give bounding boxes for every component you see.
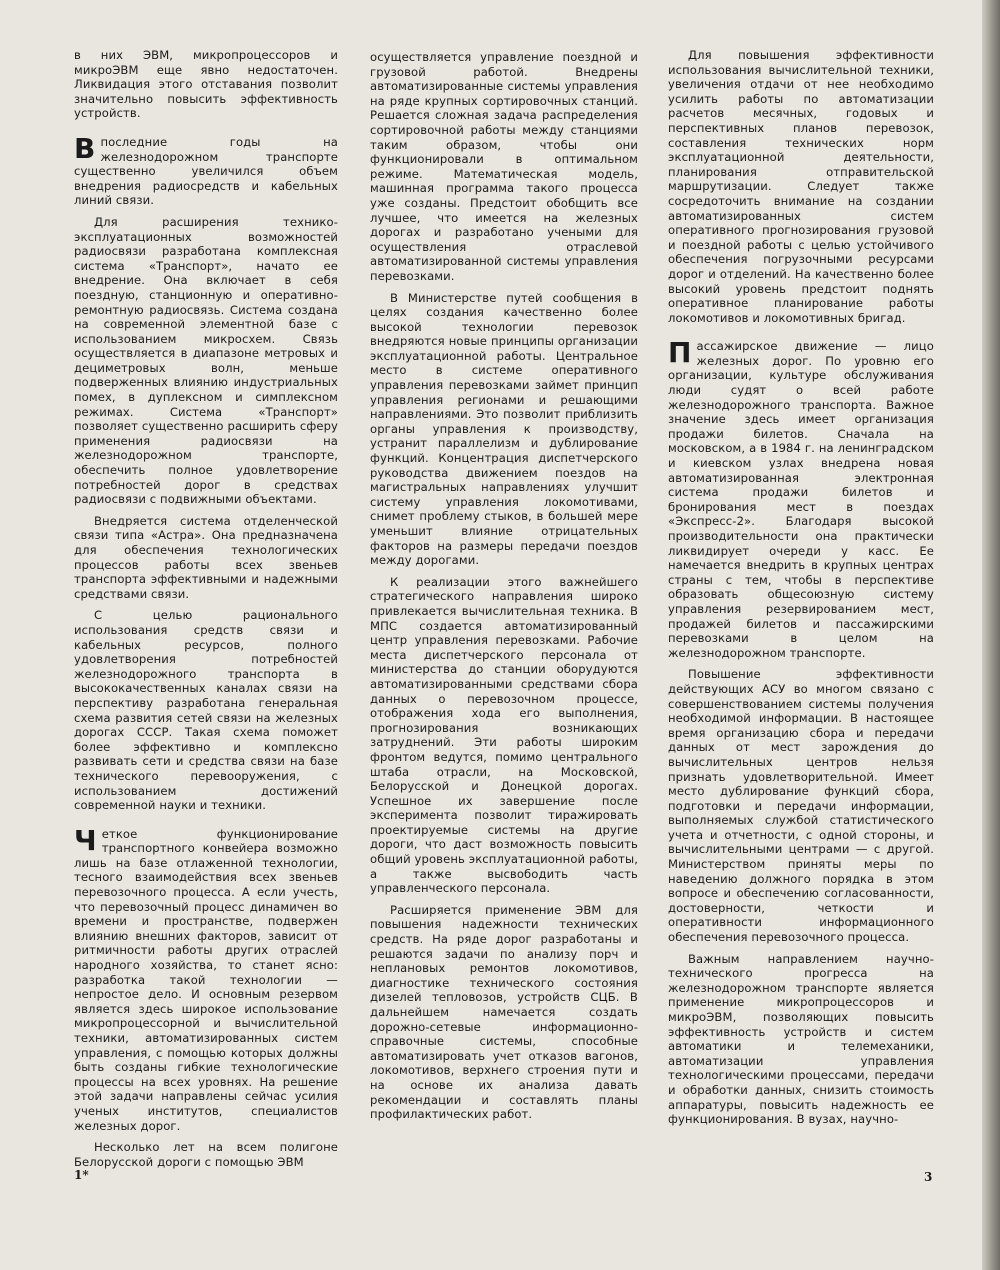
text-column-3 bbox=[668, 48, 934, 1134]
drop-cap: Ч bbox=[74, 823, 97, 857]
paragraph: Для расширения технико-эксплуатационных возможностей радиосвязи разработана комплексная система «Транспорт», начато ее внедрение. Она включает в себя поездную, станционную и оперативно-ремонтную радиосвязь. Система создана на современной элементной базе с использованием микросхем. Связь осуществляется в диапазоне метровых и дециметровых волн, меньше подверженных влиянию индустриальных помех, в дуплексном и симплексном режимах. Система «Транспорт» позволяет существенно расширить сферу применения радиосвязи на железнодорожном транспорте, обеспечить полное удовлетворение потребностей дорог в средствах радиосвязи с подвижными объектами. bbox=[74, 214, 338, 507]
text-column-1 bbox=[74, 48, 338, 1176]
signature-mark: 1* bbox=[74, 1168, 89, 1182]
paragraph-with-initial bbox=[74, 823, 338, 1133]
paragraph: Внедряется система отделенческой связи типа «Астра». Она предназначена для обеспечения технологических процессов работы всех звеньев транспорта эффективными и надежными средствами связи. bbox=[74, 513, 338, 601]
paragraph-text: последние годы на железнодорожном транспорте существенно увеличился объем внедрения радиосредств и кабельных линий связи. bbox=[74, 134, 338, 208]
paragraph-text: еткое функционирование транспортного конвейера возможно лишь на базе отлаженной технологии, тесного взаимодействия всех звеньев перевозочного процесса. А если учесть, что перевозочный процесс динамичен во времени и пространстве, подвержен влиянию внешних факторов, зависит от ритмичности работы других отраслей народного хозяйства, то станет ясно: разработка такой технологии — непростое дело. И основным резервом является здесь широкое использование микропроцессорной и вычислительной техники, автоматизированных систем управления, с помощью которых должны быть созданы гибкие технологические процессы на всех уровнях. На решение этой задачи направлены сейчас усилия ученых институтов, специалистов железных дорог. bbox=[74, 826, 338, 1133]
paragraph: В Министерстве путей сообщения в целях создания качественно более высокой технологии перевозок внедряются новые принципы организации эксплуатационной работы. Центральное место в системе оперативного управления перевозками займет принцип управления регионами и решающими направлениями. Это позволит приблизить органы управления к производству, устранит параллелизм и дублирование функций. Концентрация диспетчерского руководства движением поездов на магистральных направлениях улучшит систему управления локомотивами, снимет проблему стыков, в большей мере уменьшит влияние отрицательных факторов на размеры передачи поездов между дорогами. bbox=[370, 290, 638, 568]
paragraph: Расширяется применение ЭВМ для повышения надежности технических средств. На ряде дорог разработаны и решаются задачи по анализу порч и неплановых ремонтов локомотивов, диагностике технического состояния дизелей тепловозов, устройств СЦБ. В дальнейшем намечается создать дорожно-сетевые информационно-справочные системы, способные автоматизировать учет отказов вагонов, локомотивов, верхнего строения пути и на основе их анализа давать рекомендации и составлять планы профилактических работ. bbox=[370, 902, 638, 1122]
paragraph: Несколько лет на всем полигоне Белорусской дороги с помощью ЭВМ bbox=[74, 1140, 338, 1169]
paragraph: Для повышения эффективности использования вычислительной техники, увеличения отдачи от нее необходимо усилить работы по автоматизации расчетов месячных, годовых и перспективных планов перевозок, составления технических норм эксплуатационной деятельности, планирования отправительской маршрутизации. Следует также сосредоточить внимание на создании автоматизированных систем оперативного прогнозирования грузовой и поездной работы с целью устойчивого обеспечения погрузочными ресурсами дорог и отделений. На качественно более высокий уровень предстоит поднять оперативное планирование работы локомотивов и локомотивных бригад. bbox=[668, 48, 934, 325]
paragraph-with-initial bbox=[668, 336, 934, 660]
drop-cap: В bbox=[74, 131, 96, 165]
page-edge-shadow bbox=[982, 0, 1000, 1270]
paragraph: С целью рационального использования средств связи и кабельных ресурсов, полного удовлетворения потребностей железнодорожного транспорта в высококачественных каналах связи на перспективу разработана генеральная схема развития сетей связи на железных дорогах СССР. Такая схема поможет более эффективно и комплексно развивать сети и средства связи на базе технического перевооружения, с использованием достижений современной науки и техники. bbox=[74, 608, 338, 813]
paragraph: Повышение эффективности действующих АСУ во многом связано с совершенствованием системы получения необходимой информации. В настоящее время организацию сбора и передачи данных от мест зарождения до вычислительных центров нельзя признать удовлетворительной. Имеет место дублирование функций сбора, подготовки и передачи информации, выполняемых службой статистического учета и отчетности, с одной стороны, и вычислительными центрами — с другой. Министерством приняты меры по наведению должного порядка в этом вопросе и обеспечению согласованности, достоверности, четкости и оперативности информационного обеспечения перевозочного процесса. bbox=[668, 667, 934, 945]
paragraph: К реализации этого важнейшего стратегического направления широко привлекается вычислительная техника. В МПС создается автоматизированный центр управления перевозками. Рабочие места диспетчерского персонала от министерства до станции оборудуются автоматизированными средствами сбора данных о перевозочном процессе, отображения хода его выполнения, прогнозирования возникающих затруднений. Эти работы широким фронтом ведутся, помимо центрального штаба отрасли, на Московской, Белорусской и Донецкой дорогах. Успешное их завершение после эксперимента позволит тиражировать проектируемые системы на другие дороги, что даст возможность повысить общий уровень эксплуатационной работы, а также высвободить часть управленческого персонала. bbox=[370, 574, 638, 896]
paragraph-with-initial bbox=[74, 131, 338, 208]
paragraph: осуществляется управление поездной и грузовой работой. Внедрены автоматизированные системы управления на ряде крупных сортировочных станций. Решается сложная задача распределения сортировочной работы между станциями таким образом, чтобы они функционировали в оптимальном режиме. Математическая модель, машинная программа такого процесса уже созданы. Предстоит обобщить все лучшее, что имеется на железных дорогах и разработано учеными для осуществления отраслевой автоматизированной системы управления перевозками. bbox=[370, 50, 638, 283]
text-column-2 bbox=[370, 50, 638, 1129]
paragraph: в них ЭВМ, микропроцессоров и микроЭВМ еще явно недостаточен. Ликвидация этого отставания позволит значительно повысить эффективность устройств. bbox=[74, 48, 338, 121]
drop-cap: П bbox=[668, 336, 692, 370]
page-number: 3 bbox=[924, 1170, 933, 1184]
paragraph-text: ассажирское движение — лицо железных дорог. По уровню его организации, культуре обслуживания люди судят о всей работе железнодорожного транспорта. Важное значение здесь имеет организация продажи билетов. Сначала на московском, а в 1984 г. на ленинградском и киевском узлах внедрена новая автоматизированная электронная система продажи билетов и бронирования мест в поездах «Экспресс-2». Благодаря высокой производительности она практически ликвидирует очереди у касс. Ее намечается внедрить в крупных центрах страны с тем, чтобы в перспективе образовать общесоюзную систему управления резервированием мест, продажей билетов и пассажирскими перевозками в целом на железнодорожном транспорте. bbox=[668, 339, 934, 660]
paragraph: Важным направлением научно-технического прогресса на железнодорожном транспорте является применение микропроцессоров и микроЭВМ, позволяющих повысить эффективность устройств и систем автоматики и телемеханики, автоматизации управления технологическими процессами, передачи и обработки данных, снизить стоимость аппаратуры, повысить надежность ее функционирования. В вузах, научно- bbox=[668, 951, 934, 1127]
